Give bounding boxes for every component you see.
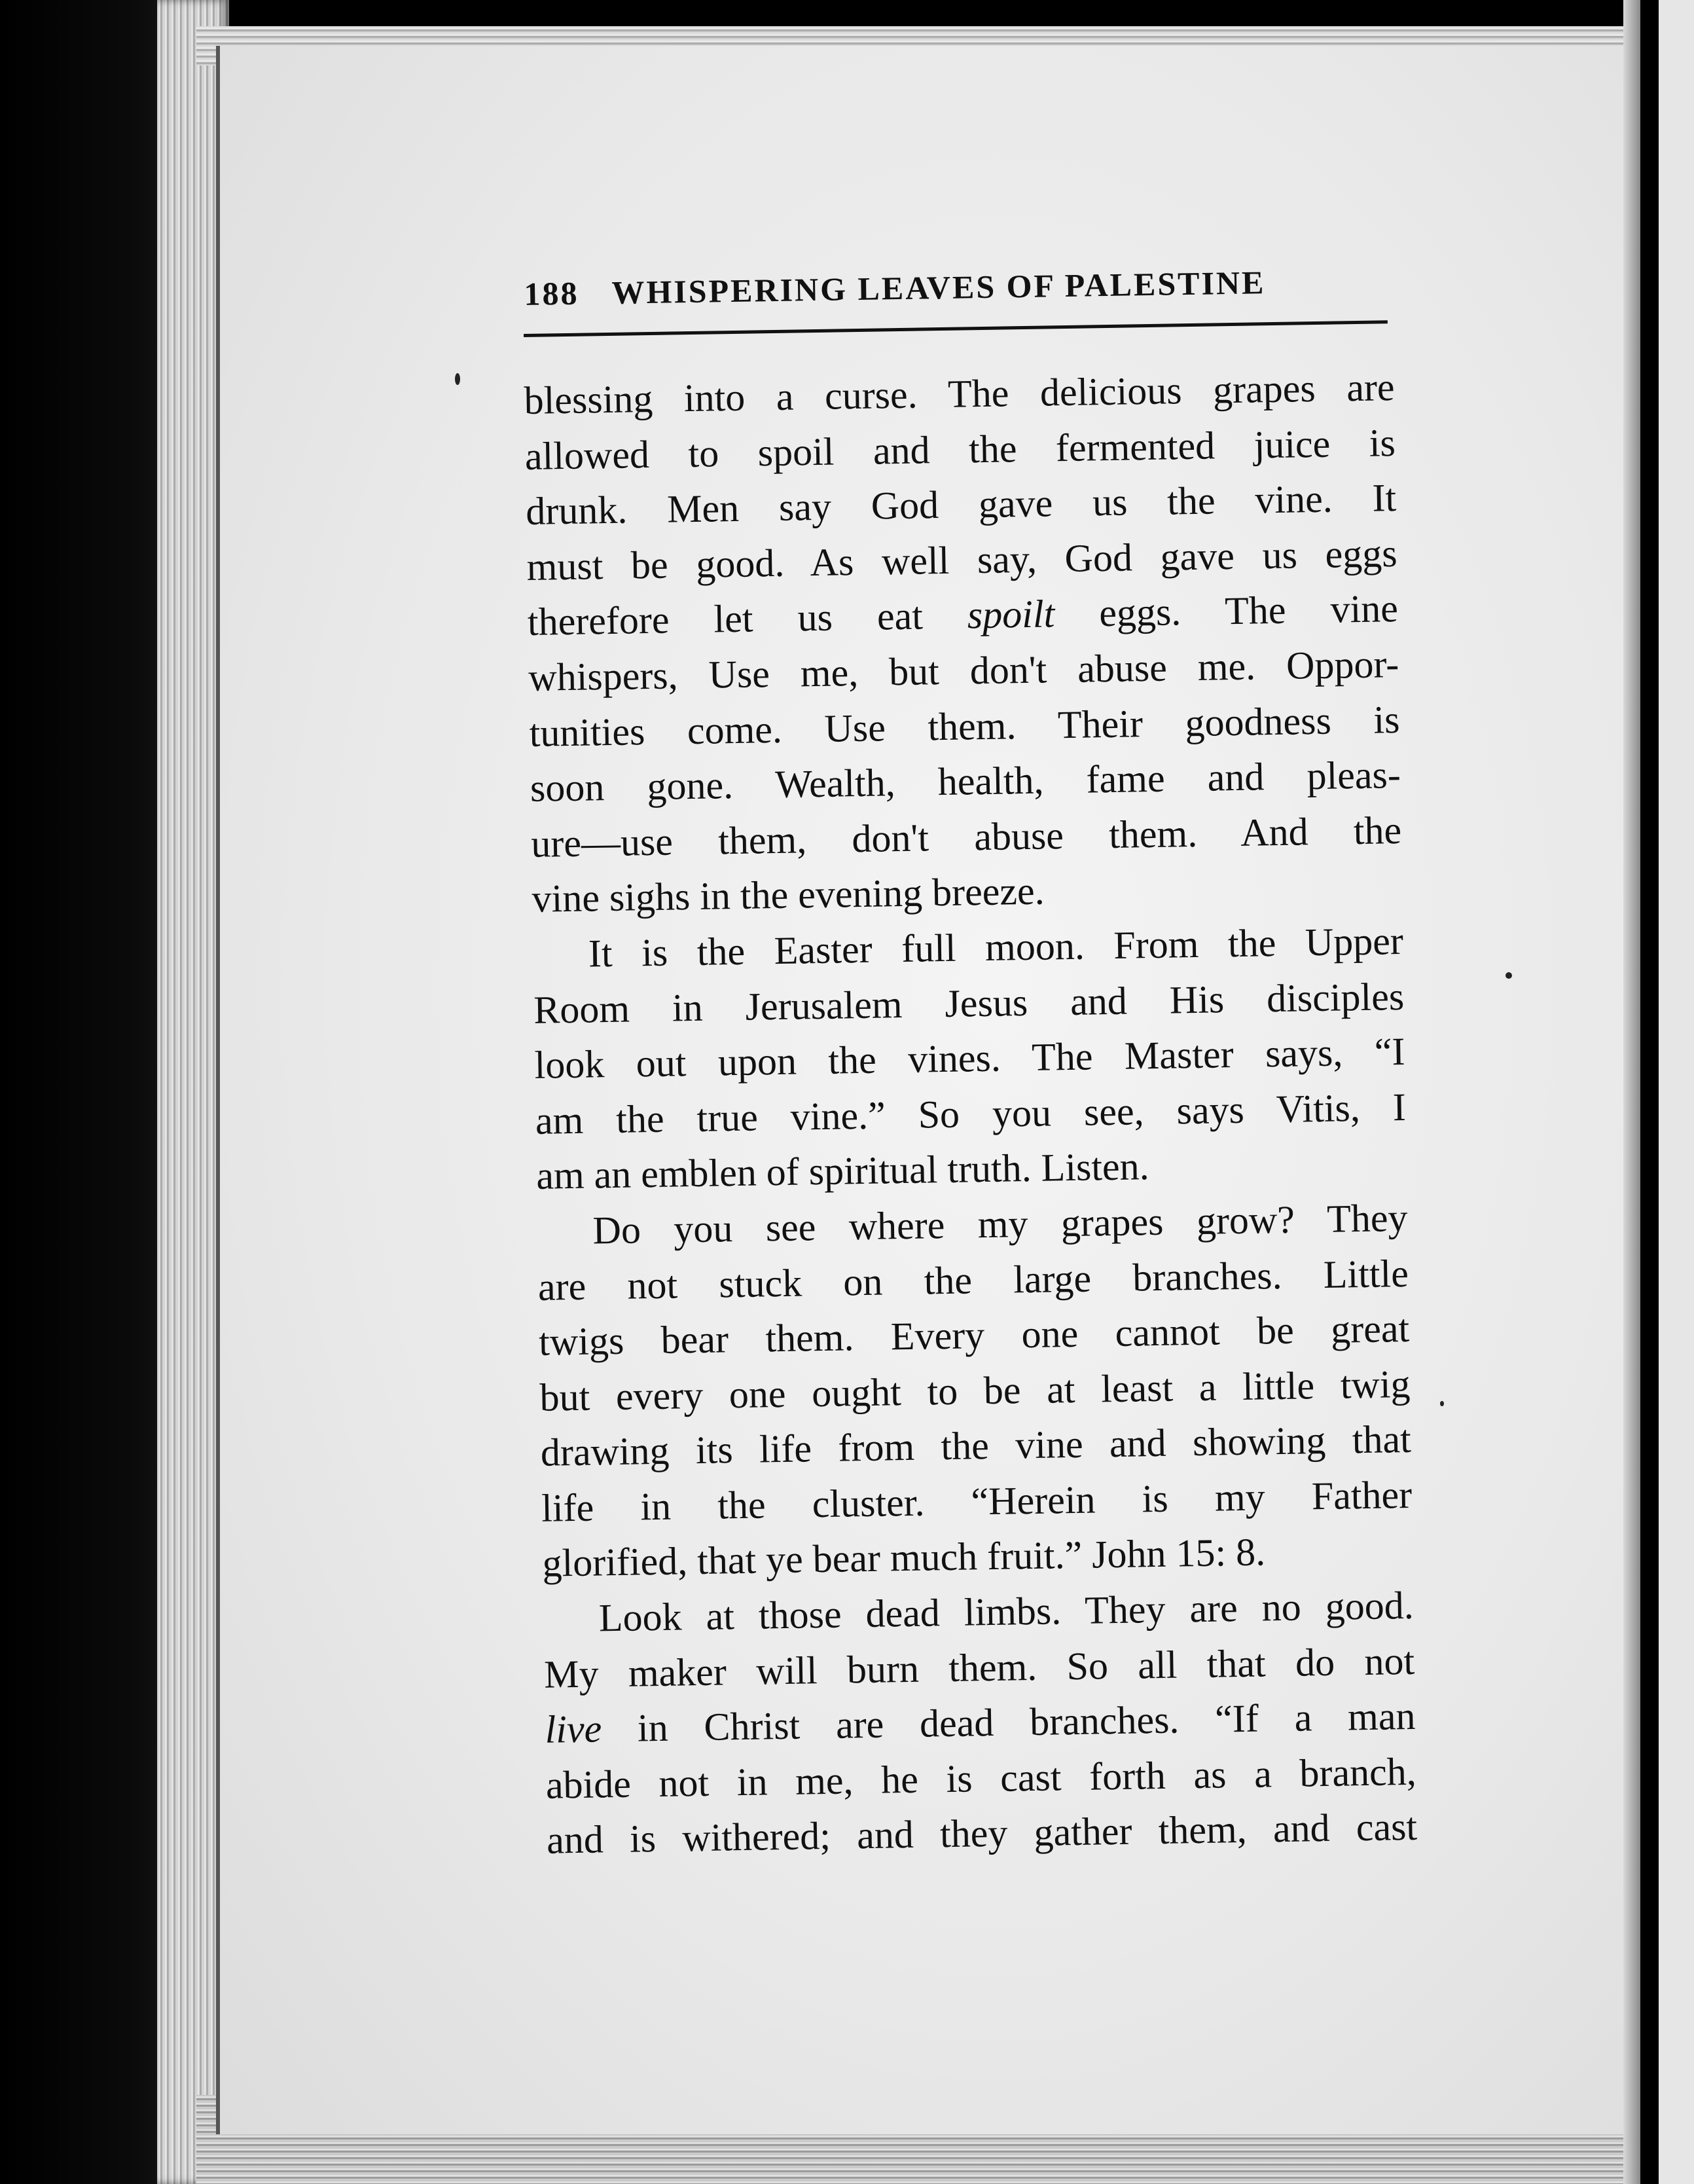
running-title: WHISPERING LEAVES OF PALESTINE [611,264,1266,311]
text-line: drunk. Men say God gave us the vine. It [525,476,1397,534]
text-line: therefore let us eat spoilt eggs. The vine [527,587,1399,644]
text-line: vine sighs in the evening breeze. [532,869,1045,921]
text-line: are not stuck on the large branches. Little [537,1251,1409,1309]
emphasis-text: spoilt [967,592,1055,637]
right-gutter [1623,0,1640,2184]
ink-speck [455,373,460,385]
text-line: must be good. As well say, God gave us eggs [526,531,1398,589]
text-line: Look at those dead limbs. They are no good. [598,1583,1415,1640]
paragraph-4 [543,1578,1417,1868]
text-line: blessing into a curse. The delicious grapes are [524,365,1396,422]
paragraph-2 [532,913,1407,1204]
ink-speck [1505,972,1512,979]
text-line: tunities come. Use them. Their goodness is [529,697,1400,755]
text-line: but every one ought to be at least a little twig [539,1362,1411,1419]
paragraph-3 [537,1190,1413,1592]
text-line: abide not in me, he is cast forth as a branch, [545,1749,1417,1807]
text-line: allowed to spoil and the fermented juice is [524,420,1396,478]
right-binding-shadow [1640,0,1659,2184]
ink-speck [1440,1401,1444,1406]
text-line: drawing its life from the vine and showing that [540,1417,1412,1475]
text-line: live in Christ are dead branches. “If a man [545,1694,1416,1751]
text-line: ure—use them, don't abuse them. And the [530,808,1402,865]
paragraph-1 [524,359,1403,927]
text-line: It is the Easter full moon. From the Upper [588,919,1404,975]
text-line: look out upon the vines. The Master says, “I [534,1030,1405,1087]
emphasis-text: live [545,1707,602,1751]
text-line: My maker will burn them. So all that do not [543,1639,1415,1696]
text-line: glorified, that ye bear much fruit.” John 15: 8. [542,1530,1266,1586]
text-line: Do you see where my grapes grow? They [592,1195,1408,1252]
text-line: twigs bear them. Every one cannot be great [538,1307,1410,1364]
facing-page-sliver [1659,0,1694,2184]
page-number: 188 [524,274,579,312]
text-line: and is withered; and they gather them, and cast [546,1805,1418,1863]
text-line: am the true vine.” So you see, says Vitis, I [535,1085,1407,1142]
text-line: Room in Jerusalem Jesus and His disciples [533,974,1405,1032]
text-line: soon gone. Wealth, health, fame and pleas- [530,753,1401,810]
text-line: life in the cluster. “Herein is my Father [541,1472,1413,1530]
text-line: whispers, Use me, but don't abuse me. Oppor- [528,642,1399,699]
body-text [524,359,1418,1868]
text-line: am an emblen of spiritual truth. Listen. [535,1144,1150,1198]
